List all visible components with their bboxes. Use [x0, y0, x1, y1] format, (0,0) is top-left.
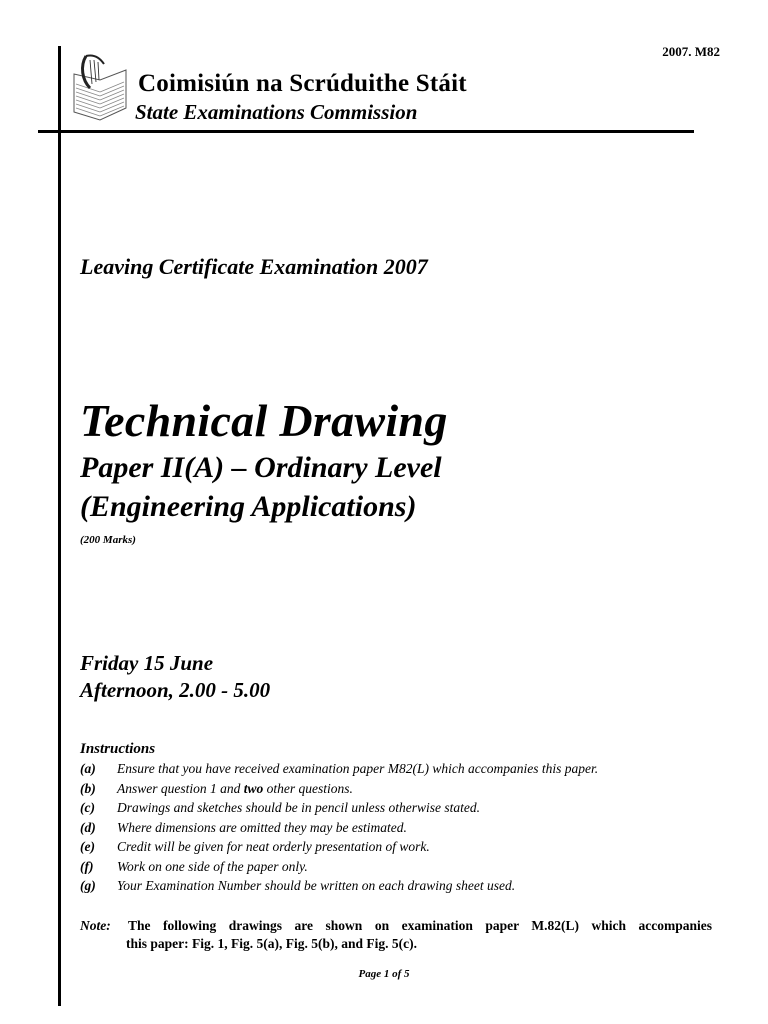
- instruction-text: Your Examination Number should be written on each drawing sheet used.: [117, 878, 516, 893]
- instruction-emphasis: two: [243, 780, 264, 796]
- note-text-continued: this paper: Fig. 1, Fig. 5(a), Fig. 5(b), and Fig. 5(c).: [126, 936, 417, 951]
- vertical-rule: [58, 46, 61, 1006]
- instruction-text: Credit will be given for neat orderly presentation of work.: [117, 839, 430, 854]
- exam-title: Leaving Certificate Examination 2007: [80, 254, 428, 279]
- exam-date: Friday 15 June: [80, 651, 214, 675]
- instruction-item: [80, 781, 598, 801]
- exam-time: Afternoon, 2.00 - 5.00: [80, 678, 271, 702]
- page-number: Page 1 of 5: [358, 968, 410, 980]
- instruction-letter: (b): [80, 780, 96, 796]
- instructions-heading: Instructions: [80, 741, 156, 757]
- instruction-letter: (f): [80, 858, 94, 874]
- instruction-item: [80, 878, 598, 898]
- instruction-letter: (c): [80, 800, 95, 815]
- instruction-letter: (a): [80, 761, 96, 776]
- instruction-text: other questions.: [263, 780, 353, 796]
- instruction-item: [80, 859, 598, 879]
- paper-code: 2007. M82: [662, 44, 720, 59]
- note-block: [80, 918, 712, 952]
- instruction-item: [80, 800, 598, 820]
- instruction-item: [80, 761, 598, 781]
- note-row: [80, 918, 712, 934]
- instruction-text: Ensure that you have received examination paper M82(L) which accompanies this paper.: [117, 761, 599, 776]
- paper-level: Paper II(A) – Ordinary Level: [80, 451, 442, 484]
- header-rule: [38, 130, 694, 133]
- instruction-letter: (g): [80, 878, 96, 893]
- paper-subtitle: (Engineering Applications): [80, 490, 417, 523]
- instruction-text: Work on one side of the paper only.: [117, 858, 308, 874]
- instruction-item: [80, 839, 598, 859]
- harp-book-logo-icon: [70, 50, 130, 126]
- instruction-text: Drawings and sketches should be in pencil unless otherwise stated.: [117, 800, 480, 815]
- instruction-text: Answer question 1 and: [117, 780, 244, 796]
- instructions-list: [80, 761, 598, 898]
- note-label: Note:: [80, 918, 111, 933]
- instruction-item: [80, 820, 598, 840]
- total-marks: (200 Marks): [80, 534, 136, 546]
- org-name-irish: Coimisiún na Scrúduithe Stáit: [138, 70, 467, 97]
- instruction-letter: (d): [80, 819, 96, 835]
- instruction-letter: (e): [80, 839, 95, 854]
- note-text: The following drawings are shown on examination paper M.82(L) which accompanies: [128, 918, 712, 933]
- org-name-english: State Examinations Commission: [135, 100, 418, 124]
- instruction-text: Where dimensions are omitted they may be estimated.: [117, 819, 407, 835]
- subject-title: Technical Drawing: [80, 395, 448, 446]
